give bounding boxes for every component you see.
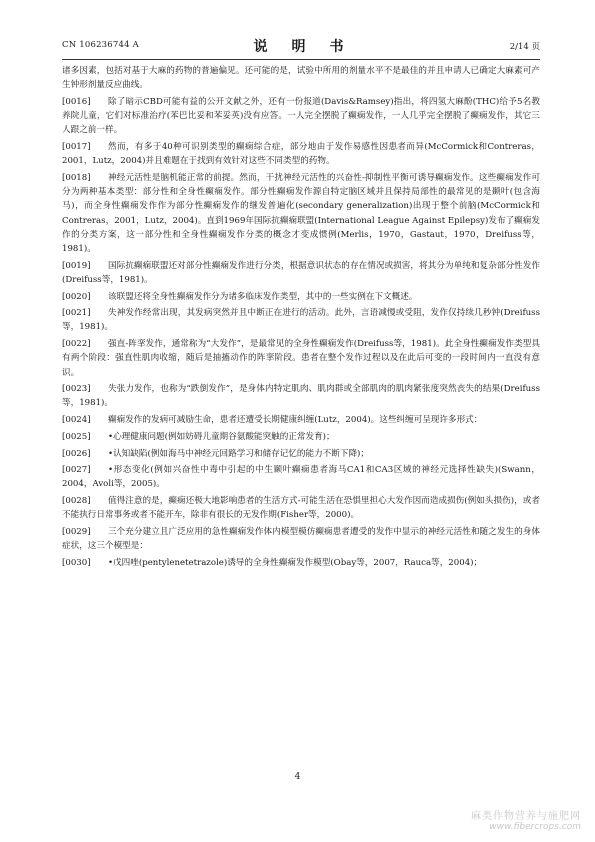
numbered-paragraph bbox=[62, 430, 540, 444]
numbered-paragraph bbox=[62, 413, 540, 427]
numbered-paragraph bbox=[62, 290, 540, 304]
numbered-paragraph bbox=[62, 259, 540, 287]
numbered-paragraph bbox=[62, 171, 540, 256]
paragraph-text: •认知缺陷(例如海马中神经元回路学习和储存记忆的能力不断下降)； bbox=[108, 448, 369, 459]
paragraph-number: [0020] bbox=[62, 291, 91, 302]
paragraph-number: [0030] bbox=[62, 558, 91, 568]
numbered-paragraph bbox=[62, 447, 540, 461]
document-body bbox=[62, 64, 540, 570]
paragraph-text: 失张力发作，也称为“跌倒发作”，是身体内特定肌肉、肌肉群或全部肌肉的肌肉紧张度突然丧失的结果(Dreifuss等，1981)。 bbox=[62, 384, 540, 409]
paragraph-number: [0028] bbox=[62, 496, 91, 507]
watermark-text: 麻类作物营养与施肥网 bbox=[471, 811, 581, 822]
paragraph-text: 癫痫发作的发病可减励生命，患者还遭受长期健康纠缠(Lutz，2004)。这些纠缠可呈现许多形式： bbox=[108, 415, 483, 426]
paragraph-text: •心理健康问题(例如妨碍儿童期谷氨酸能突触的正常发育)； bbox=[108, 431, 335, 442]
paragraph-text: 除了暗示CBD可能有益的公开文献之外，还有一份报道(Davis&Ramsey)指出，将四氢大麻酚(THC)给予5名教养院儿童，它们对标准治疗(苯巴比妥和苯妥英)没有应答。一人完全摆脱了癫痫发作，一人几乎完全摆脱了癫痫发作，其它三人跟之前一样。 bbox=[62, 96, 540, 136]
numbered-paragraph bbox=[62, 382, 540, 410]
paragraph-text: 该联盟还将全身性癫痫发作分为诸多临床发作类型，其中的一些实例在下文概述。 bbox=[108, 291, 418, 302]
watermark-url: www.fibercrops.com bbox=[489, 822, 581, 832]
intro-paragraph bbox=[62, 64, 540, 92]
paragraph-text: •戊四唑(pentylenetetrazole)诱导的全身性癫痫发作模型(Obay等，2007，Rauca等，2004)； bbox=[108, 558, 483, 568]
numbered-paragraph bbox=[62, 140, 540, 168]
numbered-paragraph bbox=[62, 494, 540, 522]
watermark bbox=[471, 807, 581, 832]
numbered-paragraph bbox=[62, 525, 540, 553]
paragraph-text: 国际抗癫痫联盟还对部分性癫痫发作进行分类，根据意识状态的存在情况或损害，将其分为单纯和复杂部分性发作(Dreifuss等，1981)。 bbox=[62, 260, 540, 285]
paragraph-number: [0023] bbox=[62, 384, 91, 395]
page-indicator: 2/14 页 bbox=[509, 42, 540, 52]
numbered-paragraph bbox=[62, 306, 540, 334]
paragraph-number: [0027] bbox=[62, 465, 91, 476]
patent-number: CN 106236744 A bbox=[62, 40, 139, 50]
paragraph-number: [0026] bbox=[62, 448, 91, 459]
paragraph-text: •形态变化(例如兴奋性中毒中引起的中生颞叶癫痫患者海马CA1和CA3区域的神经元选择性缺失)(Swann，2004，Avoli等，2005)。 bbox=[62, 465, 540, 490]
paragraph-text: 强直-阵挛发作，通常称为“大发作”，是最常见的全身性癫痫发作(Dreifuss等，1981)。此全身性癫痫发作类型具有两个阶段：强直性肌肉收缩，随后是抽搐动作的阵挛阶段。患者在整个发作过程以及在此后可变的一段时间内一直没有意识。 bbox=[62, 339, 540, 378]
paragraph-text: 然而，有多于40种可识别类型的癫痫综合症，部分地由于发作易感性因患者而异(McCormick和Contreras，2001，Lutz，2004)并且难题在于找到有效针对这些不同类型的药物。 bbox=[62, 142, 540, 167]
paragraph-number: [0022] bbox=[62, 339, 91, 350]
numbered-paragraph bbox=[62, 463, 540, 491]
paragraph-list bbox=[62, 95, 540, 570]
paragraph-text: 神经元活性是脑机能正常的前提。然而，干扰神经元活性的兴奋性-抑制性平衡可诱导癫痫发作。这些癫痫发作可分为两种基本类型：部分性和全身性癫痫发作。部分性癫痫发作源自特定脑区域并且保持局部性的最常见的是颞叶(包含海马)，而全身性癫痫发作作为部分性癫痫发作的继发普遍化(secondary generalization)出现于整个前脑(McCormick和Contreras，2001，Lutz，2004)。直到1969年国际抗癫痫联盟(International League Against Epilepsy)发布了癫痫发作的分类方案，这一部分性和全身性癫痫发作分类的概念才变成惯例(Merlis，1970，Gastaut，1970，Dreifuss等，1981)。 bbox=[62, 172, 540, 254]
paragraph-number: [0019] bbox=[62, 260, 91, 271]
page-number: 4 bbox=[294, 772, 301, 782]
paragraph-number: [0016] bbox=[62, 96, 91, 107]
paragraph-number: [0025] bbox=[62, 431, 91, 442]
paragraph-number: [0024] bbox=[62, 415, 91, 426]
paragraph-text: 失神发作经常出现，其发病突然并且中断正在进行的活动。此外，言语减慢或受阻，发作仅持续几秒钟(Dreifuss等，1981)。 bbox=[62, 308, 540, 333]
numbered-paragraph bbox=[62, 337, 540, 380]
header-rule bbox=[62, 59, 540, 60]
paragraph-number: [0017] bbox=[62, 142, 91, 153]
paragraph-number: [0029] bbox=[62, 527, 91, 538]
numbered-paragraph bbox=[62, 95, 540, 138]
document-type-title: 说 明 书 bbox=[253, 39, 349, 55]
numbered-paragraph bbox=[62, 556, 540, 570]
paragraph-number: [0018] bbox=[62, 172, 91, 183]
paragraph-text: 三个充分建立且广泛应用的急性癫痫发作体内模型模仿癫痫患者遭受的发作中显示的神经元活性和随之发生的身体症状，这三个模型是： bbox=[62, 527, 540, 552]
page-header bbox=[62, 36, 540, 58]
paragraph-number: [0021] bbox=[62, 308, 91, 319]
paragraph-text: 诸多因素，包括对基于大麻的药物的普遍偏见。还可能的是，试验中所用的剂量水平不是最佳的并且申请人已确定大麻素可产生钟形剂量反应曲线。 bbox=[62, 66, 540, 91]
paragraph-text: 值得注意的是，癫痫还极大地影响患者的生活方式-可能生活在恐惧里担心大发作因而造成损伤(例如头损伤)，或者不能执行日常事务或者不能开车，除非有很长的无发作期(Fisher等，2000)。 bbox=[62, 496, 540, 521]
